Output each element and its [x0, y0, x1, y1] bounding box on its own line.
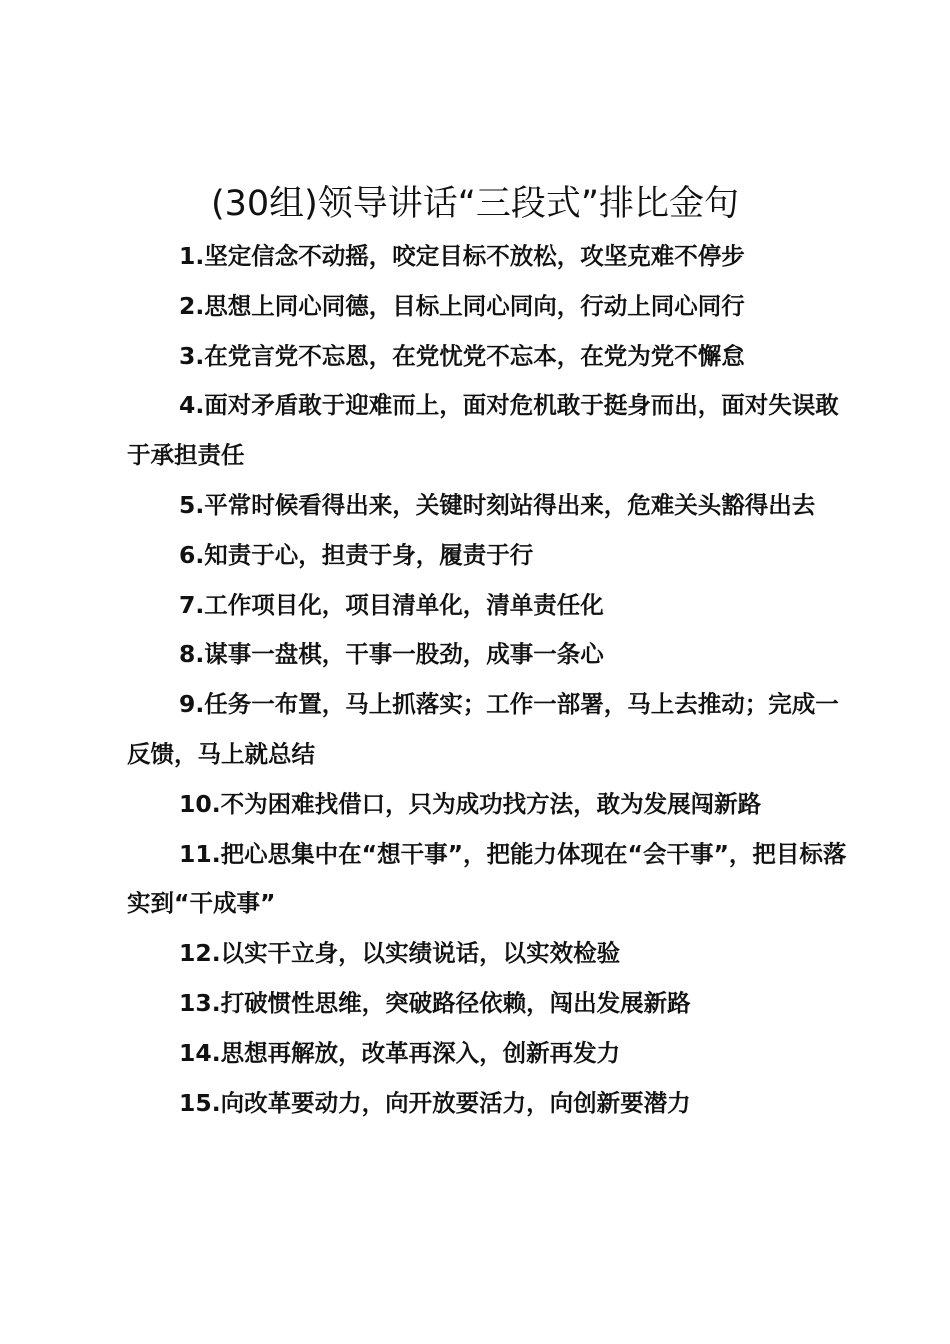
sentence-item-6: 6.知责于心，担责于身，履责于行	[179, 540, 534, 569]
sentence-item-10: 10.不为困难找借口，只为成功找方法，敢为发展闯新路	[179, 789, 762, 818]
sentence-list	[127, 232, 847, 1128]
sentence-item-5: 5.平常时候看得出来，关键时刻站得出来，危难关头豁得出去	[179, 490, 816, 519]
sentence-item-9: 9.任务一布置，马上抓落实；工作一部署，马上去推动；完成一反馈，马上就总结	[127, 690, 839, 768]
sentence-item-4: 4.面对矛盾敢于迎难而上，面对危机敢于挺身而出，面对失误敢于承担责任	[127, 391, 839, 470]
sentence-item-2: 2.思想上同心同德，目标上同心同向，行动上同心同行	[179, 291, 745, 320]
document-title: (30组)领导讲话“三段式”排比金句	[210, 184, 740, 224]
sentence-item-13: 13.打破惯性思维，突破路径依赖，闯出发展新路	[179, 988, 691, 1017]
sentence-item-1: 1.坚定信念不动摇，咬定目标不放松，攻坚克难不停步	[179, 242, 745, 270]
sentence-item-7: 7.工作项目化，项目清单化，清单责任化	[179, 590, 604, 619]
sentence-item-11: 11.把心思集中在“想干事”，把能力体现在“会干事”，把目标落实到“干成事”	[127, 839, 847, 918]
sentence-item-14: 14.思想再解放，改革再深入，创新再发力	[179, 1038, 621, 1067]
sentence-item-3: 3.在党言党不忘恩，在党忧党不忘本，在党为党不懈怠	[179, 341, 745, 370]
sentence-item-12: 12.以实干立身，以实绩说话，以实效检验	[179, 939, 621, 968]
sentence-item-8: 8.谋事一盘棋，干事一股劲，成事一条心	[179, 640, 604, 669]
sentence-item-15: 15.向改革要动力，向开放要活力，向创新要潜力	[179, 1088, 691, 1117]
